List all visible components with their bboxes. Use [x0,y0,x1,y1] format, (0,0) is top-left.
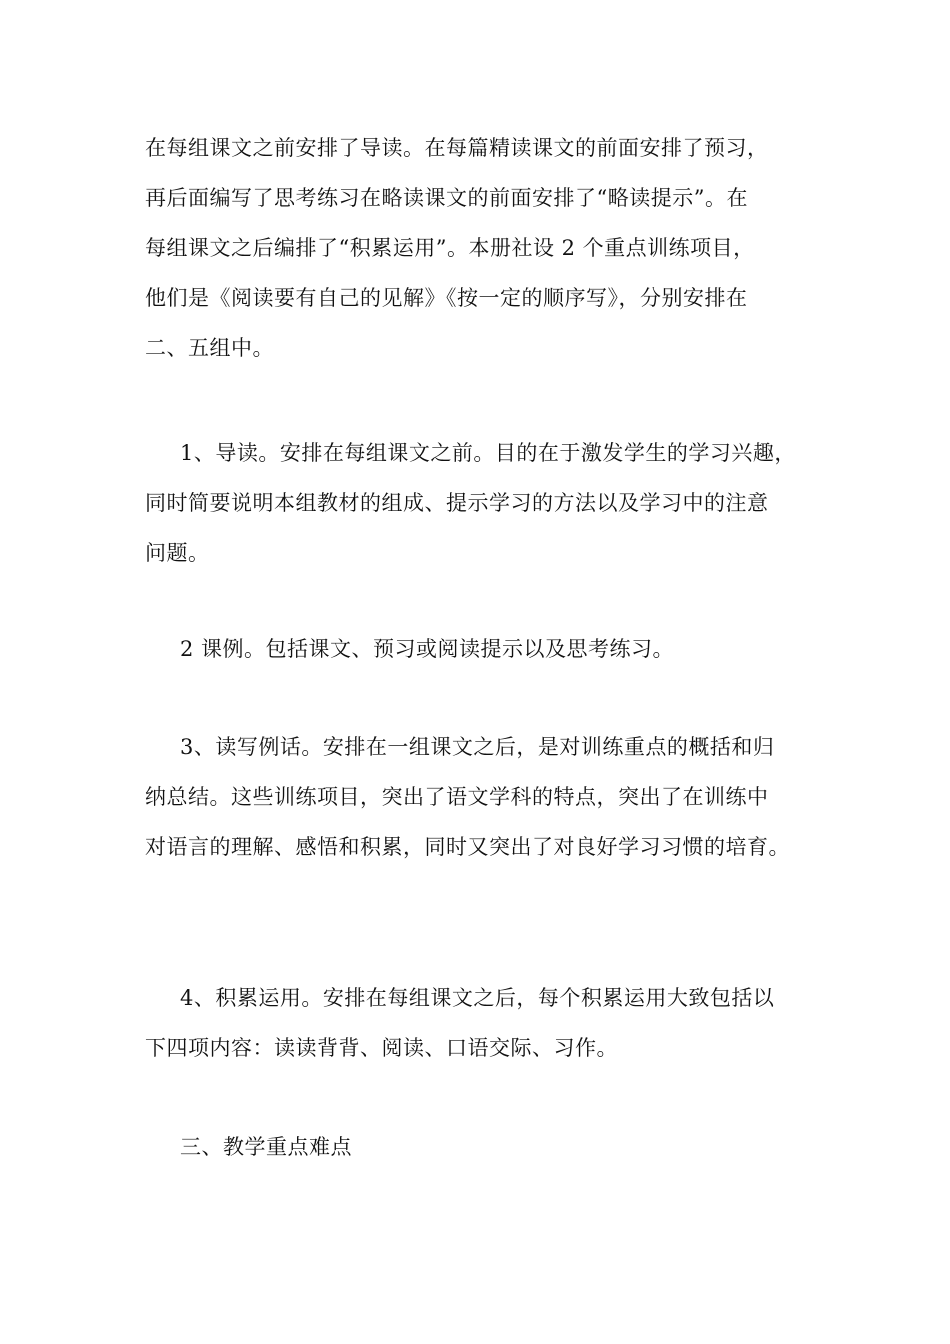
text-line: 对语言的理解、感悟和积累，同时又突出了对良好学习习惯的培育。 [145,835,790,859]
text-line: 他们是《阅读要有自己的见解》《按一定的顺序写》，分别安排在 [145,286,748,310]
text-line: 2 课例。包括课文、预习或阅读提示以及思考练习。 [180,637,675,661]
text-line: 每组课文之后编排了“积累运用”。本册社设 2 个重点训练项目， [145,236,755,260]
text-line: 纳总结。这些训练项目，突出了语文学科的特点，突出了在训练中 [145,785,769,809]
paragraph-item-2 [145,624,825,674]
heading-text: 三、教学重点难点 [180,1135,352,1159]
text-line: 再后面编写了思考练习在略读课文的前面安排了“略读提示”。在 [145,186,748,210]
text-line: 1、导读。安排在每组课文之前。目的在于激发学生的学习兴趣， [180,441,796,465]
text-line: 问题。 [145,541,210,565]
paragraph-intro [145,123,825,373]
text-line: 4、积累运用。安排在每组课文之后，每个积累运用大致包括以 [180,986,775,1010]
paragraph-item-1 [145,428,825,578]
text-line: 下四项内容：读读背背、阅读、口语交际、习作。 [145,1036,618,1060]
text-line: 3、读写例话。安排在一组课文之后，是对训练重点的概括和归 [180,735,775,759]
text-line: 在每组课文之前安排了导读。在每篇精读课文的前面安排了预习， [145,136,769,160]
paragraph-item-4 [145,973,825,1073]
text-line: 二、五组中。 [145,336,274,360]
section-heading [145,1122,825,1172]
text-line: 同时简要说明本组教材的组成、提示学习的方法以及学习中的注意 [145,491,769,515]
paragraph-item-3 [145,722,825,872]
